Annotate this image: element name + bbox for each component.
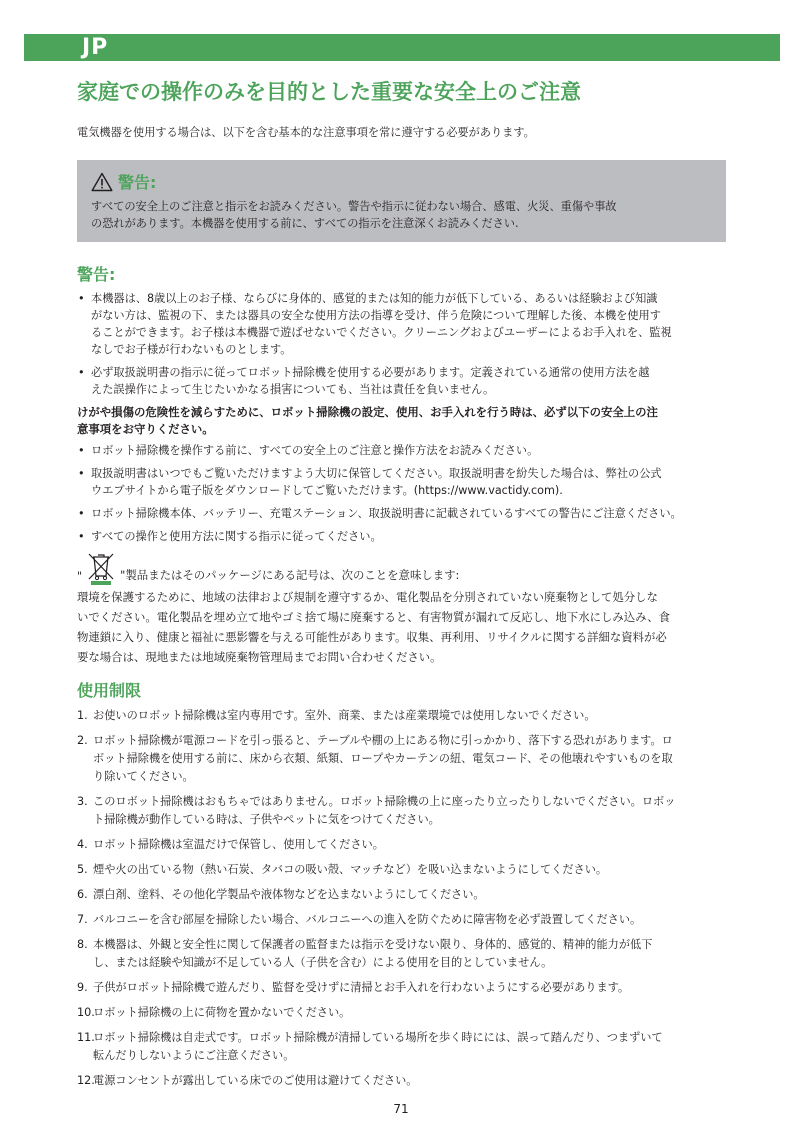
list-item — [77, 707, 729, 725]
item-number: 12. — [77, 1074, 95, 1087]
bold-note-line: 意事項をお守りください。 — [77, 422, 214, 436]
weee-line: 要な場合は、現地または地域廃棄物管理局までお問い合わせください。 — [77, 650, 442, 664]
page-number: 71 — [393, 1102, 409, 1116]
quote-open: " — [77, 570, 83, 583]
bullet-item — [77, 364, 729, 398]
item-number: 10. — [77, 1006, 95, 1019]
list-item — [77, 936, 729, 972]
item-line: ロボット掃除機が電源コードを引っ張ると、テーブルや棚の上にある物に引っかかり、落下する恐れがあります。ロ — [93, 734, 673, 747]
weee-line: 環境を保護するために、地域の法律および規制を遵守するか、電化製品を分別されていない廃棄物として処分しな — [77, 590, 658, 604]
bullet-line: • 取扱説明書はいつでもご覧いただけますよう大切に保管してください。取扱説明書を紛失した場合は、弊社の公式 — [91, 467, 662, 480]
list-item — [77, 911, 729, 929]
item-line: 煙や火の出ている物（熱い石炭、タバコの吸い殻、マッチなど）を吸い込まないようにしてください。 — [93, 863, 608, 876]
list-item — [77, 793, 729, 829]
bullet-line: えた誤操作によって生じたいかなる損害についても、当社は責任を負いません。 — [91, 383, 495, 396]
list-item — [77, 886, 729, 904]
limits-section-title: 使用制限 — [77, 681, 142, 700]
crossed-out-bin-icon — [84, 551, 118, 585]
limits-list — [77, 707, 729, 1097]
language-code: JP — [82, 35, 109, 60]
bullet-item — [77, 465, 729, 499]
warning-triangle-icon — [91, 172, 113, 192]
intro-text: 電気機器を使用する場合は、以下を含む基本的な注意事項を常に遵守する必要があります。 — [77, 126, 535, 139]
weee-line: 物連鎖に入り、健康と福祉に悪影響を与える可能性があります。収集、再利用、リサイクルに関する詳細な資料が必 — [77, 630, 667, 644]
item-line: このロボット掃除機はおもちゃではありません。ロボット掃除機の上に座ったり立ったりしないでください。ロボッ — [93, 795, 676, 808]
bullet-line: ウエブサイトから電子版をダウンロードしてご覧いただけます。(https://www.vactidy.com). — [91, 484, 563, 497]
list-item — [77, 836, 729, 854]
bullet-item — [77, 505, 729, 522]
item-number: 7. — [77, 913, 88, 926]
warning-box — [77, 160, 726, 242]
item-line: 漂白剤、塗料、その他化学製品や液体物などを込まないようにしてください。 — [93, 888, 485, 901]
list-item — [77, 1029, 729, 1065]
item-number: 8. — [77, 938, 88, 951]
list-item — [77, 1004, 729, 1022]
warning-box-line: すべての安全上のご注意と指示をお読みください。警告や指示に従わない場合、感電、火災、重傷や事故 — [91, 200, 617, 213]
item-number: 9. — [77, 981, 88, 994]
weee-meaning: 製品またはそのパッケージにある記号は、次のことを意味します: — [125, 568, 460, 582]
list-item — [77, 979, 729, 997]
language-header-bar — [24, 34, 780, 61]
bullet-line: がない方は、監視の下、または器具の安全な使用方法の指導を受け、伴う危険について理解した後、本機を使用す — [91, 309, 661, 322]
item-number: 2. — [77, 734, 88, 747]
item-number: 4. — [77, 838, 88, 851]
bullet-line: • 必ず取扱説明書の指示に従ってロボット掃除機を使用する必要があります。定義されている通常の使用方法を越 — [91, 366, 650, 379]
item-line: ト掃除機が動作している時は、子供やペットに気をつけてください。 — [93, 813, 440, 826]
bullet-item — [77, 442, 729, 459]
warning-box-text — [91, 198, 617, 232]
bullet-item — [77, 528, 729, 545]
item-line: ボット掃除機を使用する前に、床から衣類、紙類、ロープやカーテンの紐、電気コード、その他壊れやすいものを取 — [93, 752, 673, 765]
bullet-line: • すべての操作と使用方法に関する指示に従ってください。 — [91, 530, 382, 543]
item-number: 6. — [77, 888, 88, 901]
warning-section-title: 警告: — [77, 265, 116, 284]
item-line: ロボット掃除機は自走式です。ロボット掃除機が清掃している場所を歩く時にには、誤って踏んだり、つまずいて — [93, 1031, 663, 1044]
safety-bold-note — [77, 404, 729, 438]
weee-symbol-row — [77, 551, 729, 585]
item-number: 5. — [77, 863, 88, 876]
weee-paragraph — [77, 587, 729, 667]
item-line: ロボット掃除機の上に荷物を置かないでください。 — [93, 1006, 351, 1019]
item-line: お使いのロボット掃除機は室内専用です。室外、商業、または産業環境では使用しないでください。 — [93, 709, 596, 722]
bullet-line: ることができます。お子様は本機器で遊ばせないでください。クリーニングおよびユーザーによるお手入れを、監視 — [91, 326, 672, 339]
list-item — [77, 861, 729, 879]
item-number: 11. — [77, 1031, 95, 1044]
warning-box-line: の恐れがあります。本機器を使用する前に、すべての指示を注意深くお読みください. — [91, 217, 519, 230]
bullet-line: • 本機器は、8歳以上のお子様、ならびに身体的、感覚的または知的能力が低下している、あるいは経験および知識 — [91, 292, 658, 305]
warning-section-content — [77, 290, 729, 667]
item-line: り除いてください。 — [93, 770, 194, 783]
item-line: 電源コンセントが露出している床でのご使用は避けてください。 — [93, 1074, 418, 1087]
page-title: 家庭での操作のみを目的とした重要な安全上のご注意 — [77, 80, 581, 104]
warning-box-title: 警告: — [118, 173, 157, 192]
bullet-line: • ロボット掃除機本体、バッテリー、充電ステーション、取扱説明書に記載されているすべての警告にご注意ください。 — [91, 507, 682, 520]
bullet-item — [77, 290, 729, 358]
list-item — [77, 732, 729, 786]
bullet-line: • ロボット掃除機を操作する前に、すべての安全上のご注意と操作方法をお読みください。 — [91, 444, 539, 457]
bold-note-line: けがや損傷の危険性を減らすために、ロボット掃除機の設定、使用、お手入れを行う時は、必ず以下の安全上の注 — [77, 405, 658, 419]
weee-intro: " — [120, 568, 126, 582]
item-line: 子供がロボット掃除機で遊んだり、監督を受けずに清掃とお手入れを行わないようにする必要があります。 — [93, 981, 630, 994]
item-number: 3. — [77, 795, 88, 808]
list-item — [77, 1072, 729, 1090]
item-line: 本機器は、外観と安全性に関して保護者の監督または指示を受けない限り、身体的、感覚的、精神的能力が低下 — [93, 938, 653, 951]
item-line: 転んだりしないようにご注意ください。 — [93, 1049, 295, 1062]
item-line: ロボット掃除機は室温だけで保管し、使用してください。 — [93, 838, 384, 851]
item-number: 1. — [77, 709, 88, 722]
item-line: し、または経験や知識が不足している人（子供を含む）による使用を目的としていません。 — [93, 956, 553, 969]
item-line: バルコニーを含む部屋を掃除したい場合、バルコニーへの進入を防ぐために障害物を必ず設置してください。 — [93, 913, 642, 926]
weee-line: いでください。電化製品を埋め立て地やゴミ捨て場に廃棄すると、有害物質が漏れて反応し、地下水にしみ込み、食 — [77, 610, 670, 624]
bullet-line: なしでお子様が行わないものとします。 — [91, 343, 292, 356]
warning-box-header — [91, 170, 156, 193]
